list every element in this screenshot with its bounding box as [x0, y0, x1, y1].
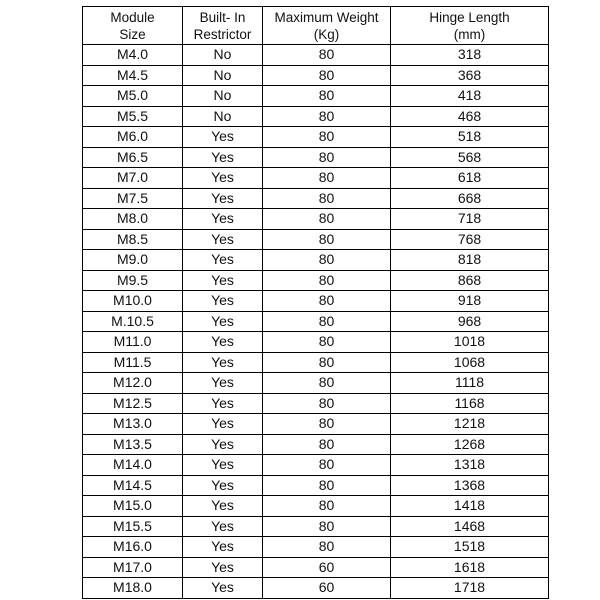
restrictor-cell: Yes [183, 578, 263, 599]
max-weight-cell: 80 [263, 455, 391, 476]
header-maximum-weight-line1: Maximum Weight [274, 9, 379, 25]
restrictor-cell: No [183, 86, 263, 107]
table-row [83, 475, 549, 496]
module-size-cell: M18.0 [83, 578, 183, 599]
hinge-length-cell: 1018 [391, 332, 549, 353]
module-size-cell: M9.0 [83, 250, 183, 271]
table-row [83, 578, 549, 599]
module-size-cell: M12.5 [83, 393, 183, 414]
hinge-length-cell: 718 [391, 209, 549, 230]
header-module-size-line2: Size [119, 26, 146, 42]
module-size-cell: M9.5 [83, 270, 183, 291]
table-row [83, 168, 549, 189]
module-size-cell: M7.5 [83, 188, 183, 209]
hinge-length-cell: 918 [391, 291, 549, 312]
hinge-length-cell: 1218 [391, 414, 549, 435]
hinge-length-cell: 1418 [391, 496, 549, 517]
header-module-size [83, 7, 183, 45]
hinge-length-cell: 518 [391, 127, 549, 148]
table-row [83, 45, 549, 66]
table-row [83, 127, 549, 148]
module-size-cell: M6.5 [83, 147, 183, 168]
max-weight-cell: 80 [263, 352, 391, 373]
max-weight-cell: 80 [263, 516, 391, 537]
hinge-length-cell: 1168 [391, 393, 549, 414]
max-weight-cell: 80 [263, 537, 391, 558]
max-weight-cell: 80 [263, 496, 391, 517]
hinge-length-cell: 1618 [391, 557, 549, 578]
hinge-length-cell: 618 [391, 168, 549, 189]
module-size-cell: M17.0 [83, 557, 183, 578]
restrictor-cell: No [183, 45, 263, 66]
module-size-cell: M14.0 [83, 455, 183, 476]
max-weight-cell: 80 [263, 106, 391, 127]
module-size-cell: M15.0 [83, 496, 183, 517]
table-row [83, 352, 549, 373]
restrictor-cell: Yes [183, 434, 263, 455]
hinge-length-cell: 468 [391, 106, 549, 127]
header-maximum-weight [263, 7, 391, 45]
hinge-length-cell: 1068 [391, 352, 549, 373]
header-maximum-weight-line2: (Kg) [313, 26, 340, 42]
restrictor-cell: Yes [183, 127, 263, 148]
restrictor-cell: Yes [183, 496, 263, 517]
restrictor-cell: Yes [183, 516, 263, 537]
module-size-cell: M4.0 [83, 45, 183, 66]
max-weight-cell: 60 [263, 578, 391, 599]
max-weight-cell: 60 [263, 557, 391, 578]
module-size-cell: M11.5 [83, 352, 183, 373]
table-row [83, 291, 549, 312]
header-module-size-line1: Module [110, 9, 155, 25]
table-row [83, 557, 549, 578]
hinge-length-cell: 1118 [391, 373, 549, 394]
max-weight-cell: 80 [263, 127, 391, 148]
header-row [83, 7, 549, 45]
max-weight-cell: 80 [263, 475, 391, 496]
table-row [83, 496, 549, 517]
restrictor-cell: Yes [183, 537, 263, 558]
restrictor-cell: Yes [183, 332, 263, 353]
hinge-length-cell: 968 [391, 311, 549, 332]
module-size-cell: M13.0 [83, 414, 183, 435]
max-weight-cell: 80 [263, 332, 391, 353]
header-built-in-restrictor [183, 7, 263, 45]
hinge-length-cell: 868 [391, 270, 549, 291]
hinge-length-cell: 568 [391, 147, 549, 168]
table-row [83, 270, 549, 291]
restrictor-cell: Yes [183, 250, 263, 271]
module-spec-sheet [82, 6, 549, 599]
hinge-length-cell: 1268 [391, 434, 549, 455]
restrictor-cell: No [183, 65, 263, 86]
max-weight-cell: 80 [263, 373, 391, 394]
max-weight-cell: 80 [263, 414, 391, 435]
table-row [83, 414, 549, 435]
header-built-in-restrictor-line1: Built- In [199, 9, 246, 25]
restrictor-cell: Yes [183, 475, 263, 496]
module-size-cell: M14.5 [83, 475, 183, 496]
module-size-cell: M12.0 [83, 373, 183, 394]
header-hinge-length-line1: Hinge Length [429, 9, 510, 25]
table-row [83, 106, 549, 127]
restrictor-cell: Yes [183, 352, 263, 373]
restrictor-cell: No [183, 106, 263, 127]
hinge-length-cell: 768 [391, 229, 549, 250]
hinge-length-cell: 818 [391, 250, 549, 271]
restrictor-cell: Yes [183, 229, 263, 250]
max-weight-cell: 80 [263, 86, 391, 107]
hinge-length-cell: 1518 [391, 537, 549, 558]
max-weight-cell: 80 [263, 147, 391, 168]
table-row [83, 209, 549, 230]
module-size-cell: M7.0 [83, 168, 183, 189]
restrictor-cell: Yes [183, 414, 263, 435]
table-row [83, 537, 549, 558]
table-row [83, 229, 549, 250]
module-size-cell: M5.5 [83, 106, 183, 127]
table-row [83, 86, 549, 107]
hinge-length-cell: 418 [391, 86, 549, 107]
module-size-cell: M16.0 [83, 537, 183, 558]
table-row [83, 65, 549, 86]
restrictor-cell: Yes [183, 455, 263, 476]
max-weight-cell: 80 [263, 209, 391, 230]
table-body [83, 45, 549, 599]
table-header [83, 7, 549, 45]
module-spec-table [82, 6, 549, 599]
table-row [83, 311, 549, 332]
restrictor-cell: Yes [183, 188, 263, 209]
max-weight-cell: 80 [263, 270, 391, 291]
restrictor-cell: Yes [183, 270, 263, 291]
table-row [83, 455, 549, 476]
hinge-length-cell: 1368 [391, 475, 549, 496]
restrictor-cell: Yes [183, 147, 263, 168]
restrictor-cell: Yes [183, 557, 263, 578]
hinge-length-cell: 368 [391, 65, 549, 86]
restrictor-cell: Yes [183, 168, 263, 189]
module-size-cell: M8.0 [83, 209, 183, 230]
max-weight-cell: 80 [263, 229, 391, 250]
module-size-cell: M.10.5 [83, 311, 183, 332]
hinge-length-cell: 318 [391, 45, 549, 66]
hinge-length-cell: 1318 [391, 455, 549, 476]
hinge-length-cell: 668 [391, 188, 549, 209]
restrictor-cell: Yes [183, 291, 263, 312]
max-weight-cell: 80 [263, 393, 391, 414]
table-row [83, 393, 549, 414]
restrictor-cell: Yes [183, 373, 263, 394]
max-weight-cell: 80 [263, 168, 391, 189]
hinge-length-cell: 1718 [391, 578, 549, 599]
max-weight-cell: 80 [263, 250, 391, 271]
module-size-cell: M4.5 [83, 65, 183, 86]
max-weight-cell: 80 [263, 45, 391, 66]
restrictor-cell: Yes [183, 393, 263, 414]
max-weight-cell: 80 [263, 188, 391, 209]
max-weight-cell: 80 [263, 291, 391, 312]
module-size-cell: M5.0 [83, 86, 183, 107]
module-size-cell: M8.5 [83, 229, 183, 250]
restrictor-cell: Yes [183, 311, 263, 332]
module-size-cell: M6.0 [83, 127, 183, 148]
module-size-cell: M11.0 [83, 332, 183, 353]
header-built-in-restrictor-line2: Restrictor [193, 26, 252, 42]
table-row [83, 516, 549, 537]
table-row [83, 147, 549, 168]
module-size-cell: M15.5 [83, 516, 183, 537]
restrictor-cell: Yes [183, 209, 263, 230]
max-weight-cell: 80 [263, 65, 391, 86]
header-hinge-length [391, 7, 549, 45]
max-weight-cell: 80 [263, 311, 391, 332]
table-row [83, 188, 549, 209]
module-size-cell: M10.0 [83, 291, 183, 312]
table-row [83, 332, 549, 353]
hinge-length-cell: 1468 [391, 516, 549, 537]
header-hinge-length-line2: (mm) [453, 26, 486, 42]
table-row [83, 250, 549, 271]
table-row [83, 373, 549, 394]
table-row [83, 434, 549, 455]
module-size-cell: M13.5 [83, 434, 183, 455]
max-weight-cell: 80 [263, 434, 391, 455]
